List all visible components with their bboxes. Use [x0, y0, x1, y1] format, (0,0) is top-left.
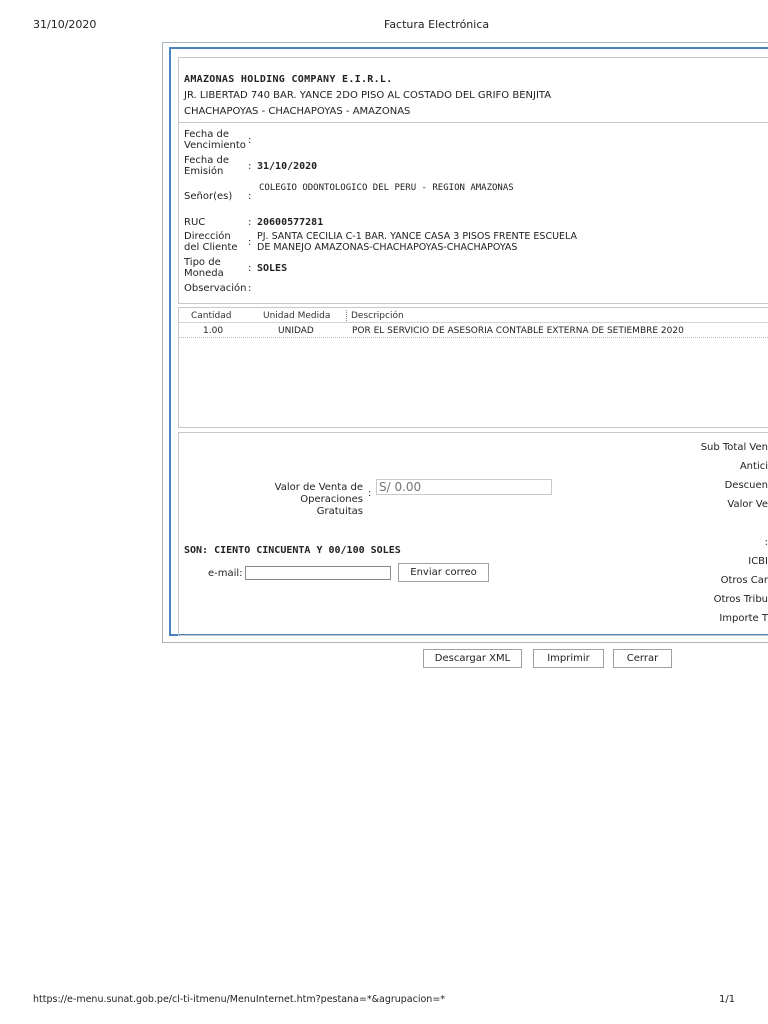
issuer-section: [178, 57, 768, 123]
ruc-label: RUC: [184, 217, 206, 228]
issuer-location: CHACHAPOYAS - CHACHAPOYAS - AMAZONAS: [184, 106, 411, 117]
print-page-number: 1/1: [719, 994, 736, 1005]
email-input[interactable]: [245, 566, 391, 580]
senor-label: Señor(es): [184, 191, 233, 202]
ruc-value: 20600577281: [257, 217, 324, 228]
descuentos-label: Descuen: [724, 480, 768, 491]
otros-tributos-label: Otros Tribu: [713, 594, 768, 605]
col-descripcion: Descripción: [351, 311, 404, 321]
igv-label: :: [764, 537, 768, 548]
print-button[interactable]: Imprimir: [533, 649, 604, 668]
moneda-value: SOLES: [257, 263, 288, 274]
ruc-colon: :: [248, 217, 252, 228]
icbper-label: ICBI: [748, 556, 768, 567]
direccion-value-2: DE MANEJO AMAZONAS-CHACHAPOYAS-CHACHAPOYAS: [257, 242, 518, 253]
invoice-details: [178, 122, 768, 304]
totals-section: [178, 432, 768, 636]
observacion-label: Observación: [184, 283, 247, 294]
close-button[interactable]: Cerrar: [613, 649, 672, 668]
invoice-card: [162, 42, 768, 643]
vencimiento-colon: :: [248, 135, 252, 146]
gratuitas-input[interactable]: [376, 479, 552, 495]
invoice-frame: [169, 47, 768, 636]
row-cantidad: 1.00: [203, 326, 224, 336]
col-divider: [346, 310, 348, 321]
issuer-name: AMAZONAS HOLDING COMPANY E.I.R.L.: [184, 74, 393, 85]
senor-value: COLEGIO ODONTOLOGICO DEL PERU - REGION AMAZONAS: [259, 183, 514, 193]
email-label: e-mail:: [208, 568, 243, 579]
vencimiento-label-2: Vencimiento: [184, 140, 246, 151]
direccion-label-1: Dirección: [184, 231, 231, 242]
gratuitas-label: [215, 482, 363, 518]
gratuitas-label-1: Valor de Venta de Operaciones: [274, 482, 363, 505]
row-descripcion: POR EL SERVICIO DE ASESORIA CONTABLE EXTERNA DE SETIEMBRE 2020: [352, 326, 684, 336]
emision-label-2: Emisión: [184, 166, 224, 177]
valor-venta-label: Valor Ve: [727, 499, 768, 510]
otros-cargos-label: Otros Car: [720, 575, 768, 586]
emision-value: 31/10/2020: [257, 161, 318, 172]
importe-total-label: Importe T: [719, 613, 768, 624]
print-url: https://e-menu.sunat.gob.pe/cl-ti-itmenu/MenuInternet.htm?pestana=*&agrupacion=*: [33, 994, 446, 1005]
issuer-address: JR. LIBERTAD 740 BAR. YANCE 2DO PISO AL COSTADO DEL GRIFO BENJITA: [184, 90, 552, 101]
gratuitas-label-2: Gratuitas: [316, 506, 363, 517]
direccion-label-2: del Cliente: [184, 242, 238, 253]
print-date: 31/10/2020: [33, 18, 97, 31]
moneda-label-1: Tipo de: [184, 257, 221, 268]
items-table: [178, 307, 768, 428]
print-title: Factura Electrónica: [384, 18, 490, 31]
moneda-colon: :: [248, 263, 252, 274]
vencimiento-label-1: Fecha de: [184, 129, 229, 140]
direccion-value-1: PJ. SANTA CECILIA C-1 BAR. YANCE CASA 3 PISOS FRENTE ESCUELA: [257, 231, 578, 242]
items-header-row: [179, 308, 768, 323]
download-xml-button[interactable]: Descargar XML: [423, 649, 522, 668]
moneda-label-2: Moneda: [184, 268, 224, 279]
anticipos-label: Antici: [739, 461, 768, 472]
col-unidad: Unidad Medida: [263, 311, 331, 321]
emision-label-1: Fecha de: [184, 155, 229, 166]
direccion-colon: :: [248, 237, 252, 248]
subtotal-label: Sub Total Ven: [700, 442, 768, 453]
col-cantidad: Cantidad: [191, 311, 232, 321]
observacion-colon: :: [248, 283, 252, 294]
send-email-button[interactable]: Enviar correo: [398, 563, 489, 582]
senor-colon: :: [248, 191, 252, 202]
gratuitas-colon: :: [368, 488, 372, 499]
row-unidad: UNIDAD: [278, 326, 314, 336]
son-text: SON: CIENTO CINCUENTA Y 00/100 SOLES: [184, 545, 401, 556]
totals-right-column: [648, 433, 768, 633]
emision-colon: :: [248, 161, 252, 172]
